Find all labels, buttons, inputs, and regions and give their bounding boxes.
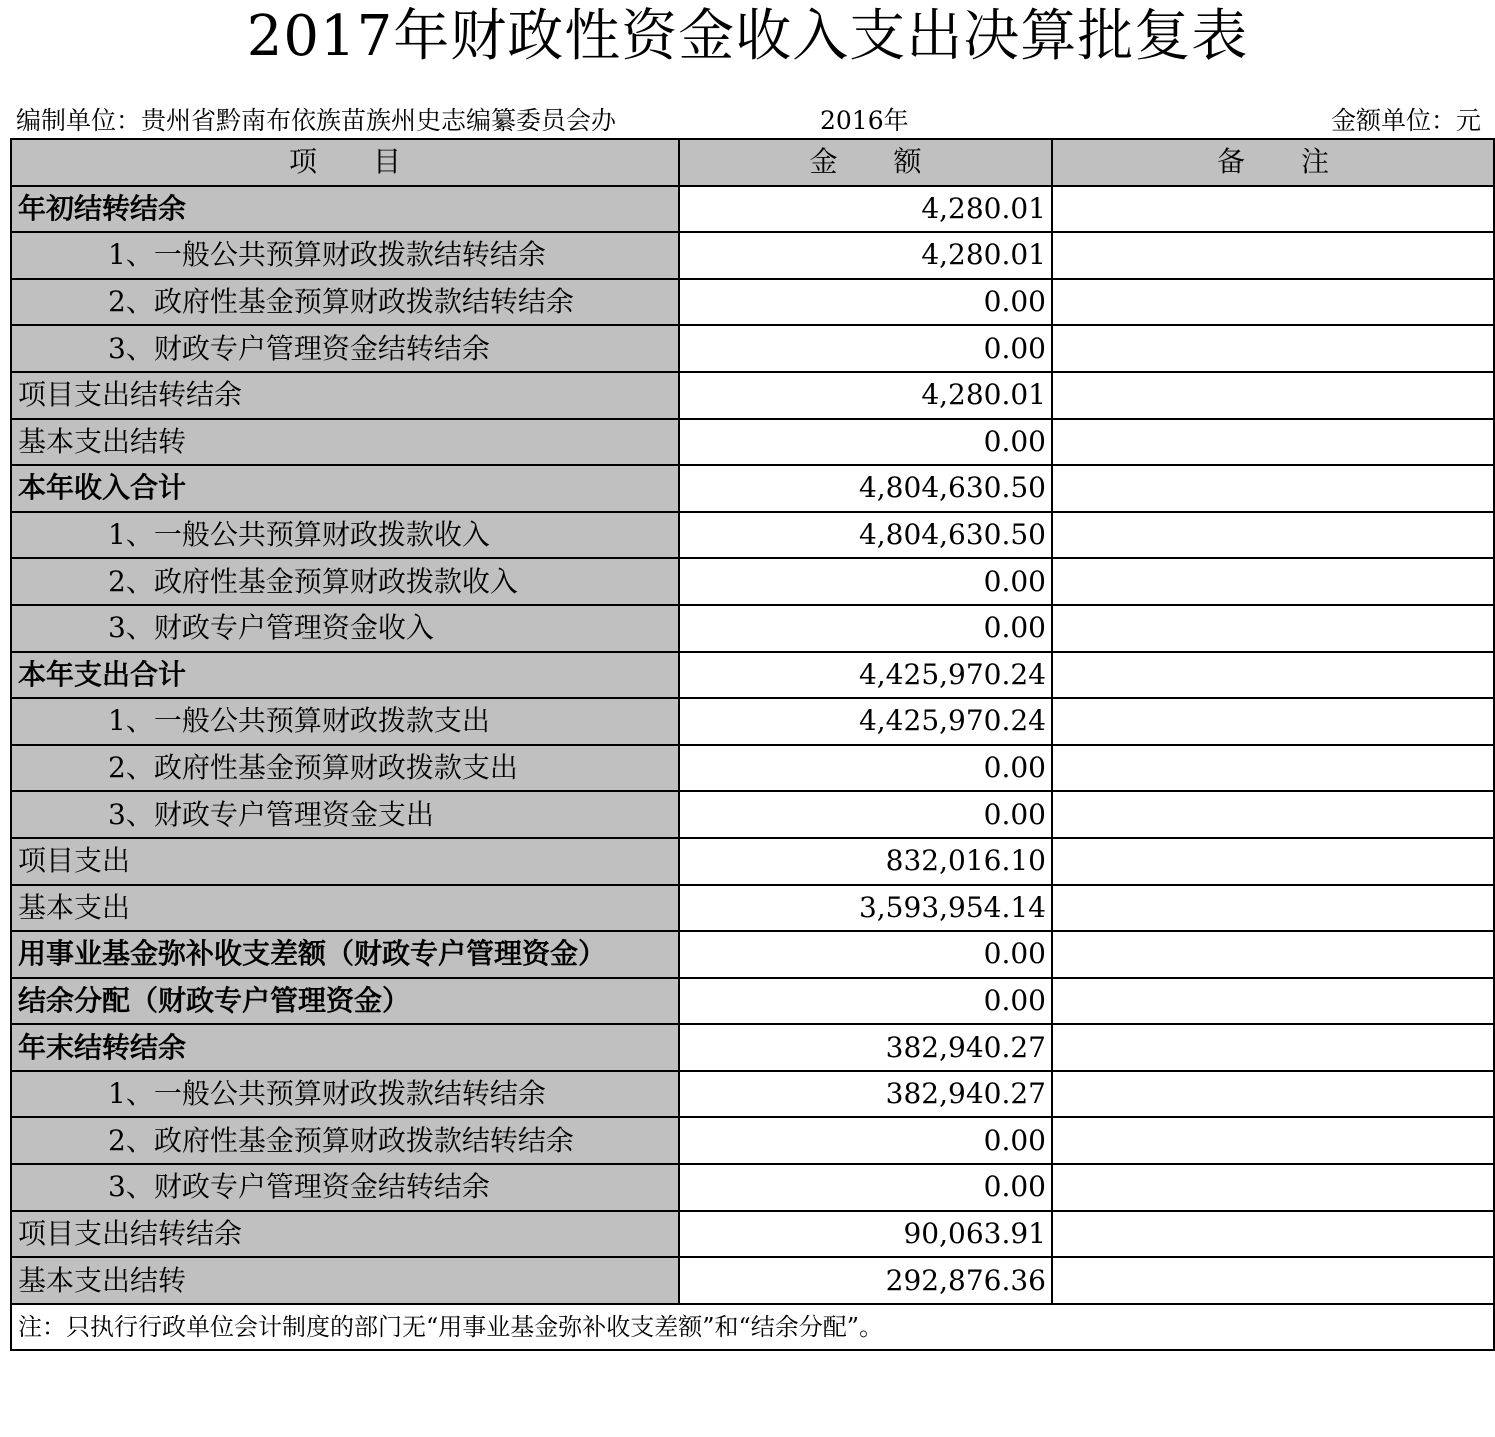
row-label: 2、政府性基金预算财政拨款支出 <box>11 745 679 792</box>
row-amount: 0.00 <box>679 1117 1052 1164</box>
row-remark <box>1052 791 1494 838</box>
row-label: 结余分配（财政专户管理资金） <box>11 978 679 1025</box>
report-year: 2016年 <box>820 106 909 135</box>
row-amount: 4,804,630.50 <box>679 465 1052 512</box>
row-remark <box>1052 1211 1494 1258</box>
header-amount: 金 额 <box>679 139 1052 186</box>
row-amount: 0.00 <box>679 978 1052 1025</box>
row-remark <box>1052 885 1494 932</box>
table-row <box>11 419 1494 466</box>
row-label: 1、一般公共预算财政拨款支出 <box>11 698 679 745</box>
table-row <box>11 1071 1494 1118</box>
row-label: 2、政府性基金预算财政拨款结转结余 <box>11 1117 679 1164</box>
footnote-row <box>11 1304 1494 1351</box>
row-label: 本年支出合计 <box>11 652 679 699</box>
row-label: 项目支出 <box>11 838 679 885</box>
row-amount: 0.00 <box>679 745 1052 792</box>
row-amount: 4,425,970.24 <box>679 698 1052 745</box>
page-title: 2017年财政性资金收入支出决算批复表 <box>246 4 1249 69</box>
row-label: 1、一般公共预算财政拨款结转结余 <box>11 232 679 279</box>
table-row <box>11 325 1494 372</box>
row-label: 基本支出结转 <box>11 1257 679 1304</box>
row-remark <box>1052 1257 1494 1304</box>
table-row <box>11 232 1494 279</box>
row-amount: 4,804,630.50 <box>679 512 1052 559</box>
row-remark <box>1052 745 1494 792</box>
row-label: 用事业基金弥补收支差额（财政专户管理资金） <box>11 931 679 978</box>
row-amount: 0.00 <box>679 1164 1052 1211</box>
row-label: 1、一般公共预算财政拨款收入 <box>11 512 679 559</box>
row-amount: 0.00 <box>679 558 1052 605</box>
table-row <box>11 1257 1494 1304</box>
compiling-unit: 编制单位：贵州省黔南布依族苗族州史志编纂委员会办 <box>16 106 617 135</box>
footnote: 注：只执行行政单位会计制度的部门无“用事业基金弥补收支差额”和“结余分配”。 <box>11 1304 1494 1351</box>
table-row <box>11 885 1494 932</box>
row-label: 项目支出结转结余 <box>11 372 679 419</box>
row-amount: 832,016.10 <box>679 838 1052 885</box>
row-remark <box>1052 605 1494 652</box>
row-remark <box>1052 419 1494 466</box>
row-remark <box>1052 186 1494 233</box>
row-amount: 4,280.01 <box>679 232 1052 279</box>
row-remark <box>1052 232 1494 279</box>
row-amount: 0.00 <box>679 325 1052 372</box>
row-amount: 382,940.27 <box>679 1024 1052 1071</box>
row-label: 年末结转结余 <box>11 1024 679 1071</box>
table-row <box>11 558 1494 605</box>
row-remark <box>1052 558 1494 605</box>
row-label: 3、财政专户管理资金结转结余 <box>11 1164 679 1211</box>
row-remark <box>1052 838 1494 885</box>
row-remark <box>1052 652 1494 699</box>
row-remark <box>1052 1071 1494 1118</box>
table-row <box>11 372 1494 419</box>
row-amount: 3,593,954.14 <box>679 885 1052 932</box>
table-row <box>11 745 1494 792</box>
row-label: 基本支出结转 <box>11 419 679 466</box>
table-row <box>11 605 1494 652</box>
row-amount: 0.00 <box>679 279 1052 326</box>
table-row <box>11 1024 1494 1071</box>
row-label: 本年收入合计 <box>11 465 679 512</box>
row-remark <box>1052 698 1494 745</box>
row-amount: 292,876.36 <box>679 1257 1052 1304</box>
table-header-row <box>11 139 1494 186</box>
row-amount: 4,280.01 <box>679 186 1052 233</box>
row-remark <box>1052 279 1494 326</box>
table-row <box>11 698 1494 745</box>
table-row <box>11 838 1494 885</box>
row-label: 2、政府性基金预算财政拨款结转结余 <box>11 279 679 326</box>
row-label: 3、财政专户管理资金收入 <box>11 605 679 652</box>
row-label: 3、财政专户管理资金支出 <box>11 791 679 838</box>
row-remark <box>1052 372 1494 419</box>
row-remark <box>1052 1024 1494 1071</box>
table-row <box>11 791 1494 838</box>
table-row <box>11 1164 1494 1211</box>
row-amount: 0.00 <box>679 605 1052 652</box>
row-label: 2、政府性基金预算财政拨款收入 <box>11 558 679 605</box>
row-label: 3、财政专户管理资金结转结余 <box>11 325 679 372</box>
money-unit: 金额单位：元 <box>1330 106 1481 135</box>
row-remark <box>1052 325 1494 372</box>
row-amount: 0.00 <box>679 931 1052 978</box>
table-row <box>11 186 1494 233</box>
row-amount: 4,280.01 <box>679 372 1052 419</box>
row-label: 基本支出 <box>11 885 679 932</box>
row-amount: 4,425,970.24 <box>679 652 1052 699</box>
row-remark <box>1052 931 1494 978</box>
row-label: 1、一般公共预算财政拨款结转结余 <box>11 1071 679 1118</box>
table-row <box>11 978 1494 1025</box>
row-label: 项目支出结转结余 <box>11 1211 679 1258</box>
row-amount: 0.00 <box>679 791 1052 838</box>
header-item: 项 目 <box>11 139 679 186</box>
row-amount: 0.00 <box>679 419 1052 466</box>
table-row <box>11 931 1494 978</box>
table-row <box>11 512 1494 559</box>
table-row <box>11 652 1494 699</box>
table-row <box>11 465 1494 512</box>
row-remark <box>1052 512 1494 559</box>
row-amount: 90,063.91 <box>679 1211 1052 1258</box>
row-remark <box>1052 1164 1494 1211</box>
row-remark <box>1052 1117 1494 1164</box>
row-label: 年初结转结余 <box>11 186 679 233</box>
table-row <box>11 1211 1494 1258</box>
table-row <box>11 1117 1494 1164</box>
table-row <box>11 279 1494 326</box>
row-remark <box>1052 978 1494 1025</box>
row-remark <box>1052 465 1494 512</box>
row-amount: 382,940.27 <box>679 1071 1052 1118</box>
header-remark: 备 注 <box>1052 139 1494 186</box>
budget-table <box>10 138 1495 1351</box>
